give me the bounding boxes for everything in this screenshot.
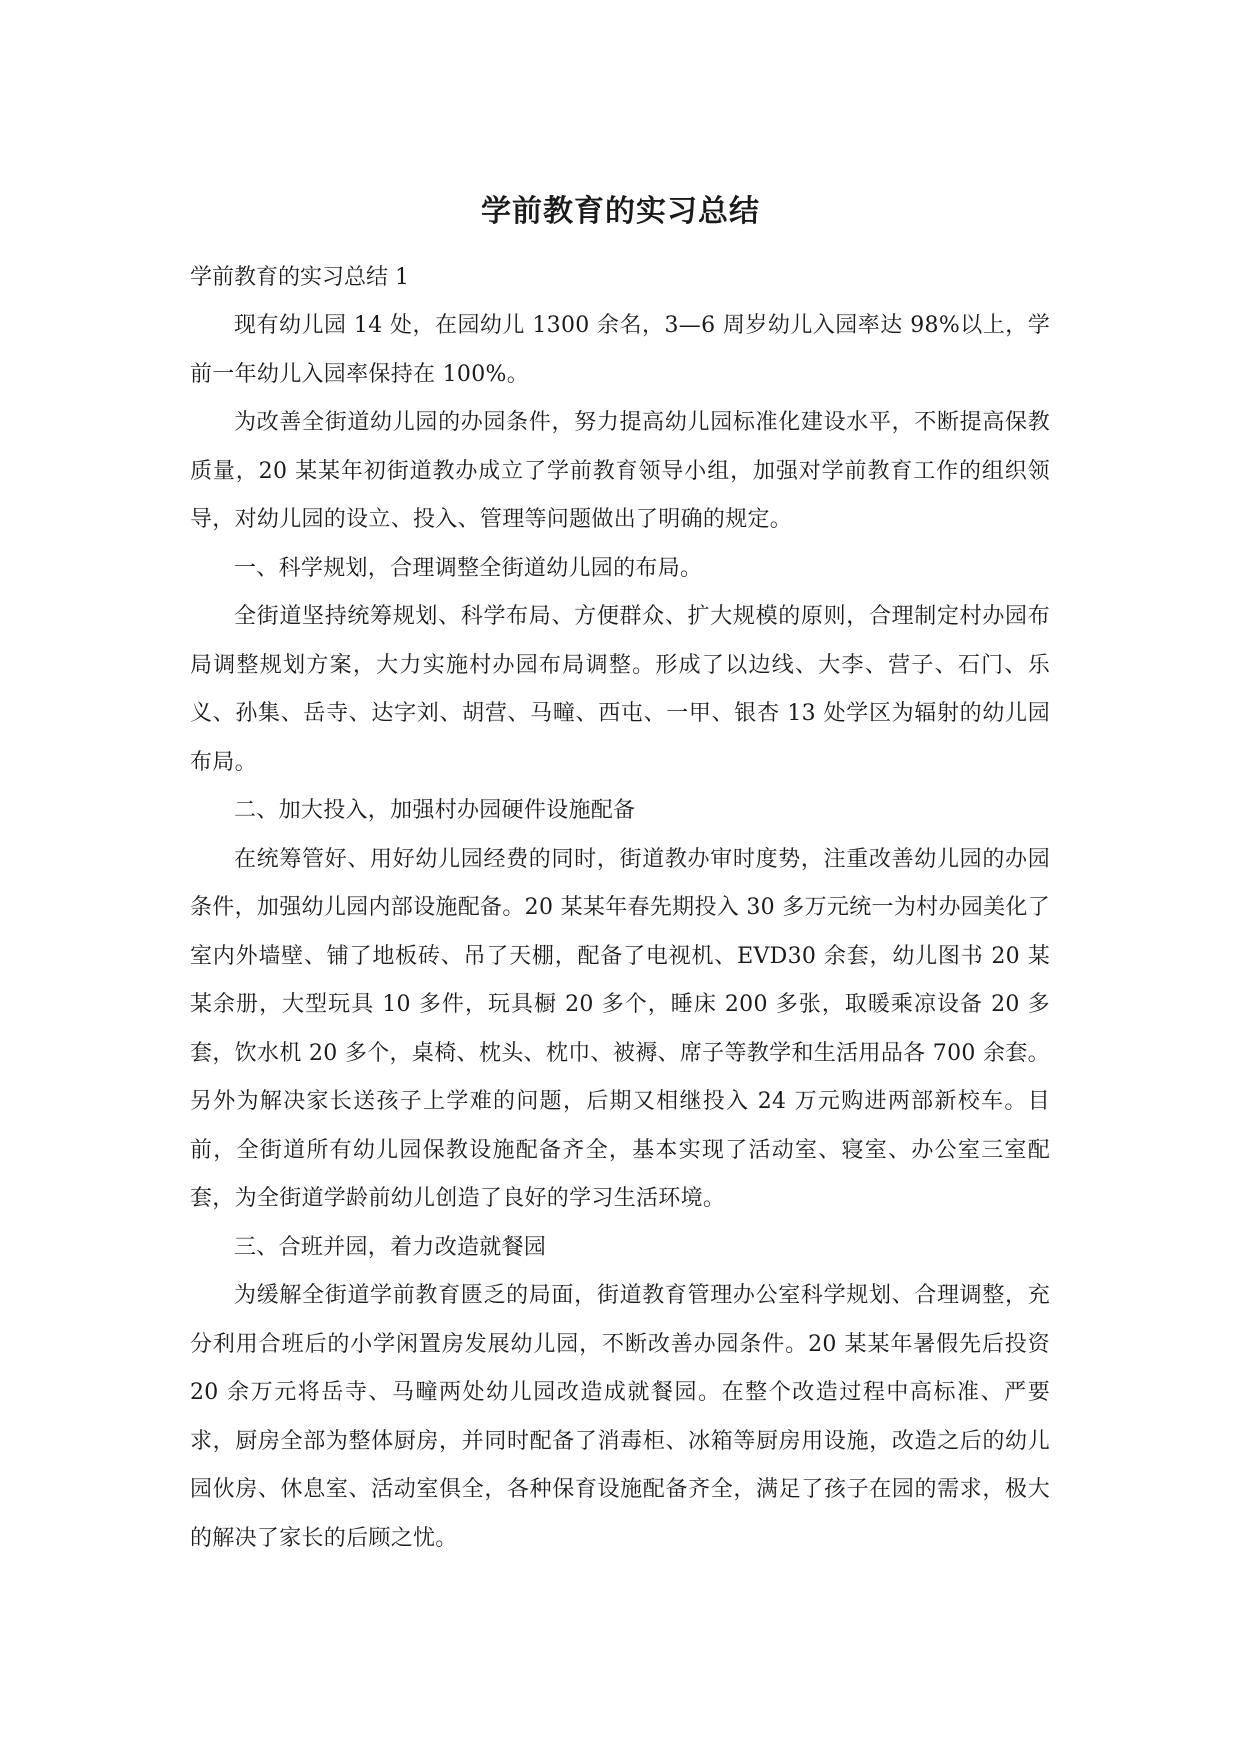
paragraph-overview: 为改善全街道幼儿园的办园条件，努力提高幼儿园标准化建设水平，不断提高保教质量，20 某某年初街道教办成立了学前教育领导小组，加强对学前教育工作的组织领导，对幼儿园的设立、投入、管理等问题做出了明确的规定。 <box>190 410 1050 532</box>
document-title: 学前教育的实习总结 <box>481 194 760 229</box>
section-subtitle: 学前教育的实习总结 1 <box>190 265 409 290</box>
document-body <box>190 254 1050 1563</box>
paragraph-intro: 现有幼儿园 14 处，在园幼儿 1300 余名，3—6 周岁幼儿入园率达 98%以上，学前一年幼儿入园率保持在 100%。 <box>190 313 1050 387</box>
paragraph-section-2: 在统筹管好、用好幼儿园经费的同时，街道教办审时度势，注重改善幼儿园的办园条件，加强幼儿园内部设施配备。20 某某年春先期投入 30 多万元统一为村办园美化了室内外墙壁、铺了地板砖、吊了天棚，配备了电视机、EVD30 余套，幼儿图书 20 某某余册，大型玩具 10 多件，玩具橱 20 多个，睡床 200 多张，取暖乘凉设备 20 多套，饮水机 20 多个，桌椅、枕头、枕巾、被褥、席子等教学和生活用品各 700 余套。另外为解决家长送孩子上学难的问题，后期又相继投入 24 万元购进两部新校车。目前，全街道所有幼儿园保教设施配备齐全，基本实现了活动室、寝室、办公室三室配套，为全街道学龄前幼儿创造了良好的学习生活环境。 <box>190 846 1050 1211</box>
paragraph-section-1: 全街道坚持统筹规划、科学布局、方便群众、扩大规模的原则，合理制定村办园布局调整规划方案，大力实施村办园布局调整。形成了以边线、大李、营子、石门、乐义、孙集、岳寺、达字刘、胡营、马疃、西屯、一甲、银杏 13 处学区为辐射的幼儿园布局。 <box>190 604 1050 775</box>
section-heading-3: 三、合班并园，着力改造就餐园 <box>234 1234 547 1260</box>
section-heading-2: 二、加大投入，加强村办园硬件设施配备 <box>234 798 636 823</box>
paragraph-section-3: 为缓解全街道学前教育匮乏的局面，街道教育管理办公室科学规划、合理调整，充分利用合班后的小学闲置房发展幼儿园，不断改善办园条件。20 某某年暑假先后投资 20 余万元将岳寺、马疃两处幼儿园改造成就餐园。在整个改造过程中高标准、严要求，厨房全部为整体厨房，并同时配备了消毒柜、冰箱等厨房用设施，改造之后的幼儿园伙房、休息室、活动室俱全，各种保育设施配备齐全，满足了孩子在园的需求，极大的解决了家长的后顾之忧。 <box>190 1283 1050 1551</box>
section-heading-1: 一、科学规划，合理调整全街道幼儿园的布局。 <box>234 555 703 581</box>
